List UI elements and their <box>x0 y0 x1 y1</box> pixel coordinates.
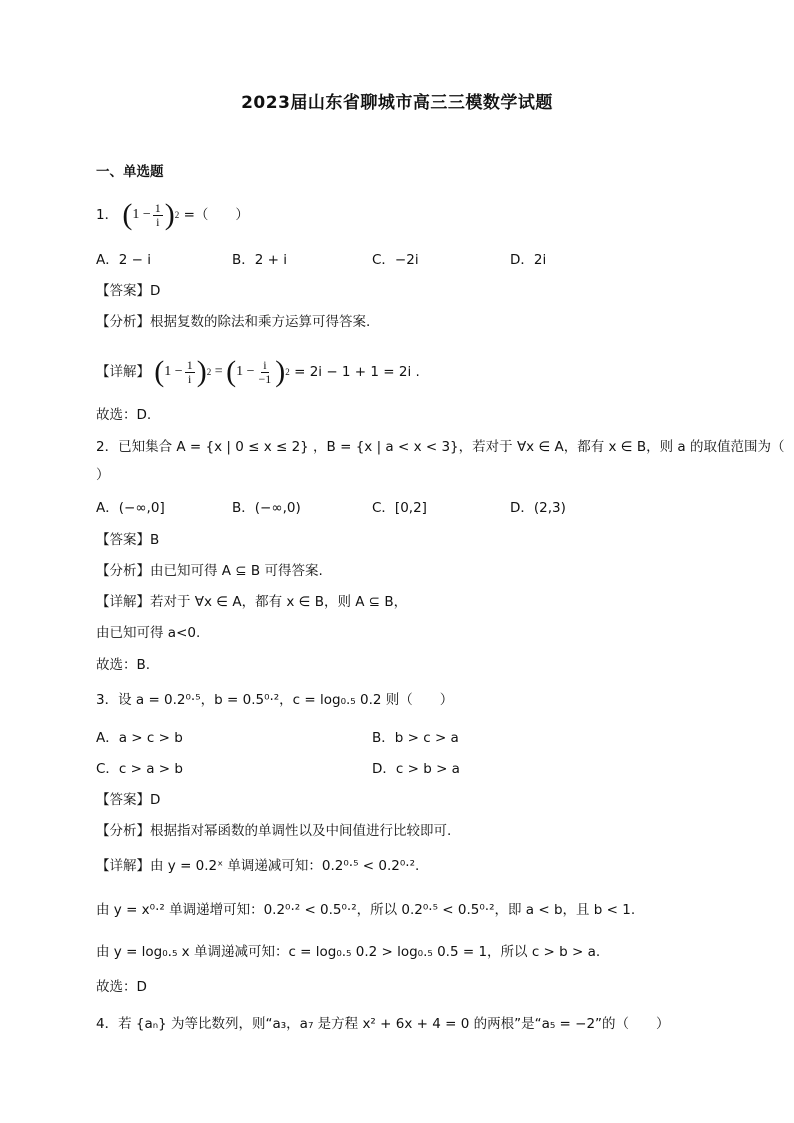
q1-detail-tail: = 2i − 1 + 1 = 2i . <box>294 364 420 380</box>
q1-option-d[interactable]: D．2i <box>510 252 547 268</box>
q3-analysis-text: 根据指对幂函数的单调性以及中间值进行比较即可. <box>150 823 452 839</box>
q2-option-c[interactable]: C．[0,2] <box>372 500 427 516</box>
q1-analysis-text: 根据复数的除法和乘方运算可得答案. <box>150 314 371 330</box>
q3-detail-3: 由 y = log₀.₅ x 单调递减可知：c = log₀.₅ 0.2 > log₀.₅ 0.5 = 1，所以 c > b > a. <box>96 944 601 960</box>
q1-option-b[interactable]: B．2 + i <box>232 252 287 268</box>
question-2: 2．已知集合 A = {x | 0 ≤ x ≤ 2} ，B = {x | a < x < 3}，若对于 ∀x ∈ A，都有 x ∈ B，则 a 的取值范围为（ <box>96 439 785 455</box>
question-1-expression: ( 1 − $\frac{1}{i}$ ) 2 <box>122 198 180 231</box>
answer-label: 【答案】 <box>96 532 150 548</box>
q1-detail <box>96 357 420 387</box>
detail-label: 【详解】 <box>96 858 150 874</box>
question-1-number: 1． <box>96 207 119 223</box>
section-heading: 一、单选题 <box>96 164 164 180</box>
q2-detail <box>96 592 407 612</box>
q1-answer <box>96 281 160 301</box>
q1-answer-value: D <box>150 283 161 299</box>
q3-analysis <box>96 821 451 841</box>
page-title: 2023届山东省聊城市高三三模数学试题 <box>241 93 553 113</box>
q1-detail-expression: ( 1 − $\frac{1}{i}$ ) 2 = ( 1 − $\frac{i}{-1}$ ) 2 <box>154 355 290 388</box>
q1-option-c[interactable]: C．−2i <box>372 252 419 268</box>
detail-label: 【详解】 <box>96 364 150 380</box>
question-3 <box>96 690 453 710</box>
q3-choose: 故选：D <box>96 979 147 995</box>
q3-option-d[interactable]: D．c > b > a <box>372 761 460 777</box>
q3-option-c[interactable]: C．c > a > b <box>96 761 183 777</box>
q2-detail-text: 若对于 ∀x ∈ A，都有 x ∈ B，则 A ⊆ B， <box>150 594 408 610</box>
q1-choose: 故选：D. <box>96 407 152 423</box>
analysis-label: 【分析】 <box>96 314 150 330</box>
q3-detail-2: 由 y = x⁰·² 单调递增可知：0.2⁰·² < 0.5⁰·²，所以 0.2⁰·⁵ < 0.5⁰·²，即 a < b，且 b < 1. <box>96 902 636 918</box>
q3-detail <box>96 856 419 876</box>
q3-option-a[interactable]: A．a > c > b <box>96 730 183 746</box>
q1-analysis <box>96 312 370 332</box>
q2-option-a[interactable]: A．(−∞,0] <box>96 500 165 516</box>
q2-detail-2: 由已知可得 a<0. <box>96 625 201 641</box>
q2-answer <box>96 530 159 550</box>
analysis-label: 【分析】 <box>96 823 150 839</box>
q2-analysis <box>96 561 323 581</box>
answer-label: 【答案】 <box>96 283 150 299</box>
question-4: 4．若 {aₙ} 为等比数列，则“a₃，a₇ 是方程 x² + 6x + 4 = 0 的两根”是“a₅ = −2”的（ ） <box>96 1016 670 1032</box>
q2-choose: 故选：B. <box>96 657 151 673</box>
q2-option-d[interactable]: D．(2,3) <box>510 500 566 516</box>
detail-label: 【详解】 <box>96 594 150 610</box>
q2-option-b[interactable]: B．(−∞,0) <box>232 500 301 516</box>
q3-option-b[interactable]: B．b > c > a <box>372 730 459 746</box>
question-3-number: 3． <box>96 692 119 708</box>
answer-label: 【答案】 <box>96 792 150 808</box>
q3-detail-text-1: 由 y = 0.2ˣ 单调递减可知：0.2⁰·⁵ < 0.2⁰·². <box>150 858 420 874</box>
q3-answer <box>96 790 160 810</box>
analysis-label: 【分析】 <box>96 563 150 579</box>
question-3-text: 设 a = 0.2⁰·⁵，b = 0.5⁰·²，c = log₀.₅ 0.2 则（ ） <box>118 692 454 708</box>
question-1-tail: =（ ） <box>183 207 249 223</box>
q2-analysis-text: 由已知可得 A ⊆ B 可得答案. <box>150 563 323 579</box>
q1-option-a[interactable]: A．2 − i <box>96 252 151 268</box>
q3-answer-value: D <box>150 792 161 808</box>
q2-answer-value: B <box>150 532 160 548</box>
question-1 <box>96 200 249 230</box>
question-2-cont: ） <box>96 467 110 483</box>
